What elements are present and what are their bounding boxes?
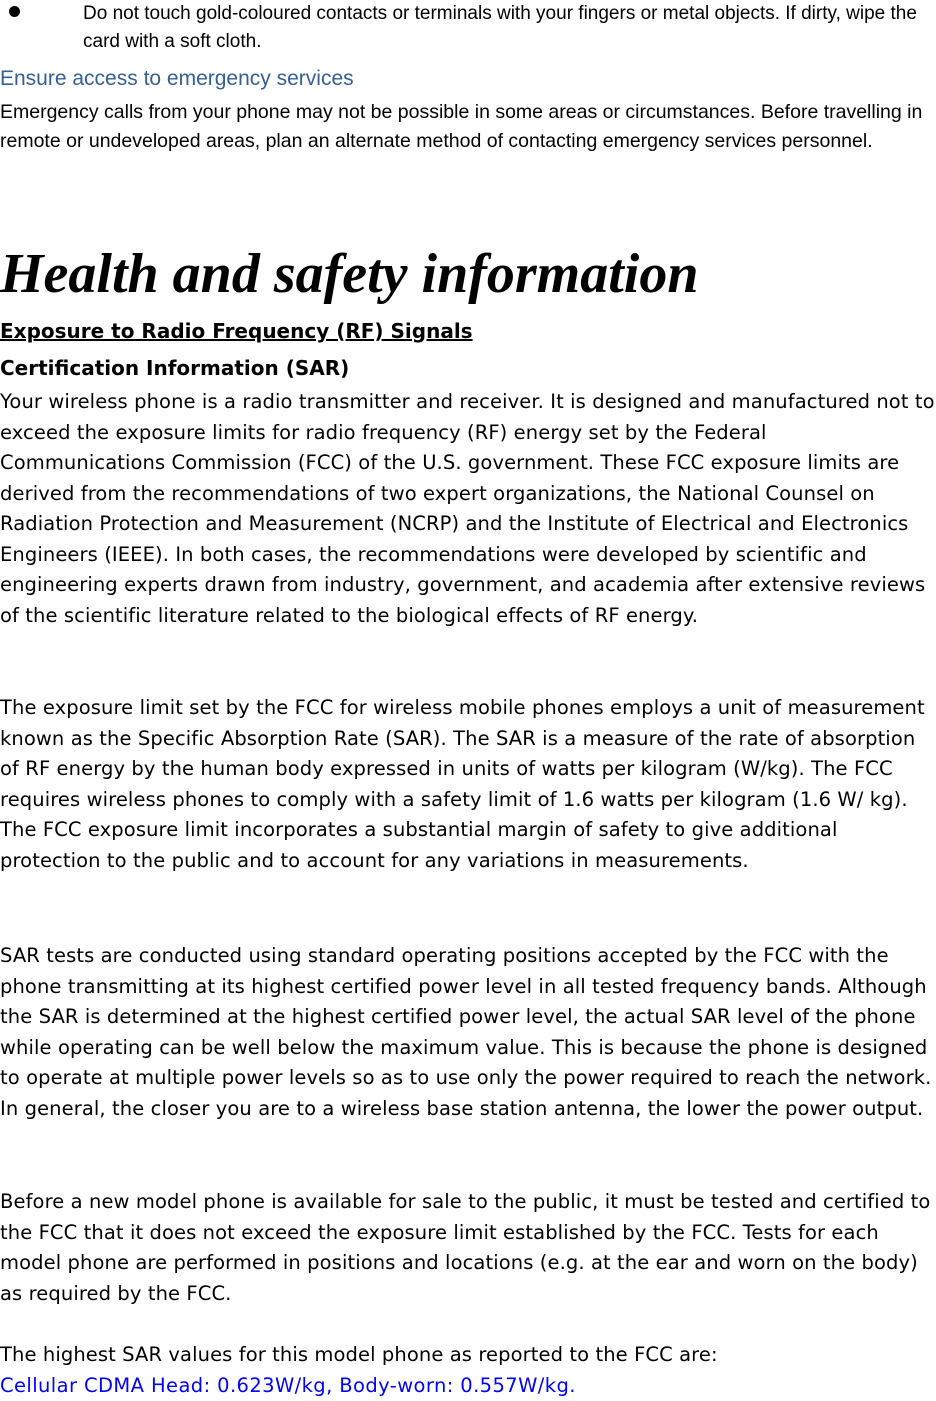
sar-values-line: Cellular CDMA Head: 0.623W/kg, Body-worn: 0.557W/kg. [0,1374,576,1397]
paragraph-sar-definition: The exposure limit set by the FCC for wireless mobile phones employs a unit of measurement known as the Specific Absorption Rate (SAR). The SAR is a measure of the rate of absorption of RF energy by the human body expressed in units of watts per kilogram (W/kg). The FCC requires wireless phones to comply with a safety limit of 1.6 watts per kilogram (1.6 W/ kg). The FCC exposure limit incorporates a substantial margin of safety to give additional protection to the public and to account for any variations in measurements. [0,696,925,872]
paragraph-fcc-limits: Your wireless phone is a radio transmitter and receiver. It is designed and manufactured not to exceed the exposure limits for radio frequency (RF) energy set by the Federal Communications Commission (FCC) of the U.S. government. These FCC exposure limits are derived from the recommendations of two expert organizations, the National Counsel on Radiation Protection and Measurement (NCRP) and the Institute of Electrical and Electronics Engineers (IEEE). In both cases, the recommendations were developed by scientific and engineering experts drawn from industry, government, and academia after extensive reviews of the scientific literature related to the biological effects of RF energy. [0,390,935,627]
section-title: Health and safety information [0,243,699,305]
emergency-heading: Ensure access to emergency services [0,67,354,90]
rf-exposure-subheading: Exposure to Radio Frequency (RF) Signals [0,319,473,343]
bullet-dot-icon [9,6,20,17]
bullet-text: Do not touch gold-coloured contacts or terminals with your fingers or metal objects. If dirty, wipe the card with a soft cloth. [83,3,917,52]
paragraph-sar-tests: SAR tests are conducted using standard operating positions accepted by the FCC with the phone transmitting at its highest certified power level in all tested frequency bands. Although the SAR is determined at the highest certified power level, the actual SAR level of the phone while operating can be well below the maximum value. This is because the phone is designed to operate at multiple power levels so as to use only the power required to reach the network. In general, the closer you are to a wireless base station antenna, the lower the power output. [0,944,932,1120]
paragraph-highest-sar: The highest SAR values for this model phone as reported to the FCC are: [0,1343,718,1366]
paragraph-certification: Before a new model phone is available for sale to the public, it must be tested and certified to the FCC that it does not exceed the exposure limit established by the FCC. Tests for each model phone are performed in positions and locations (e.g. at the ear and worn on the body) as required by the FCC. [0,1190,931,1305]
emergency-paragraph: Emergency calls from your phone may not be possible in some areas or circumstances. Before travelling in remote or undeveloped areas, plan an alternate method of contacting emergency services personnel. [0,101,923,152]
certification-heading: Certification Information (SAR) [0,356,350,380]
